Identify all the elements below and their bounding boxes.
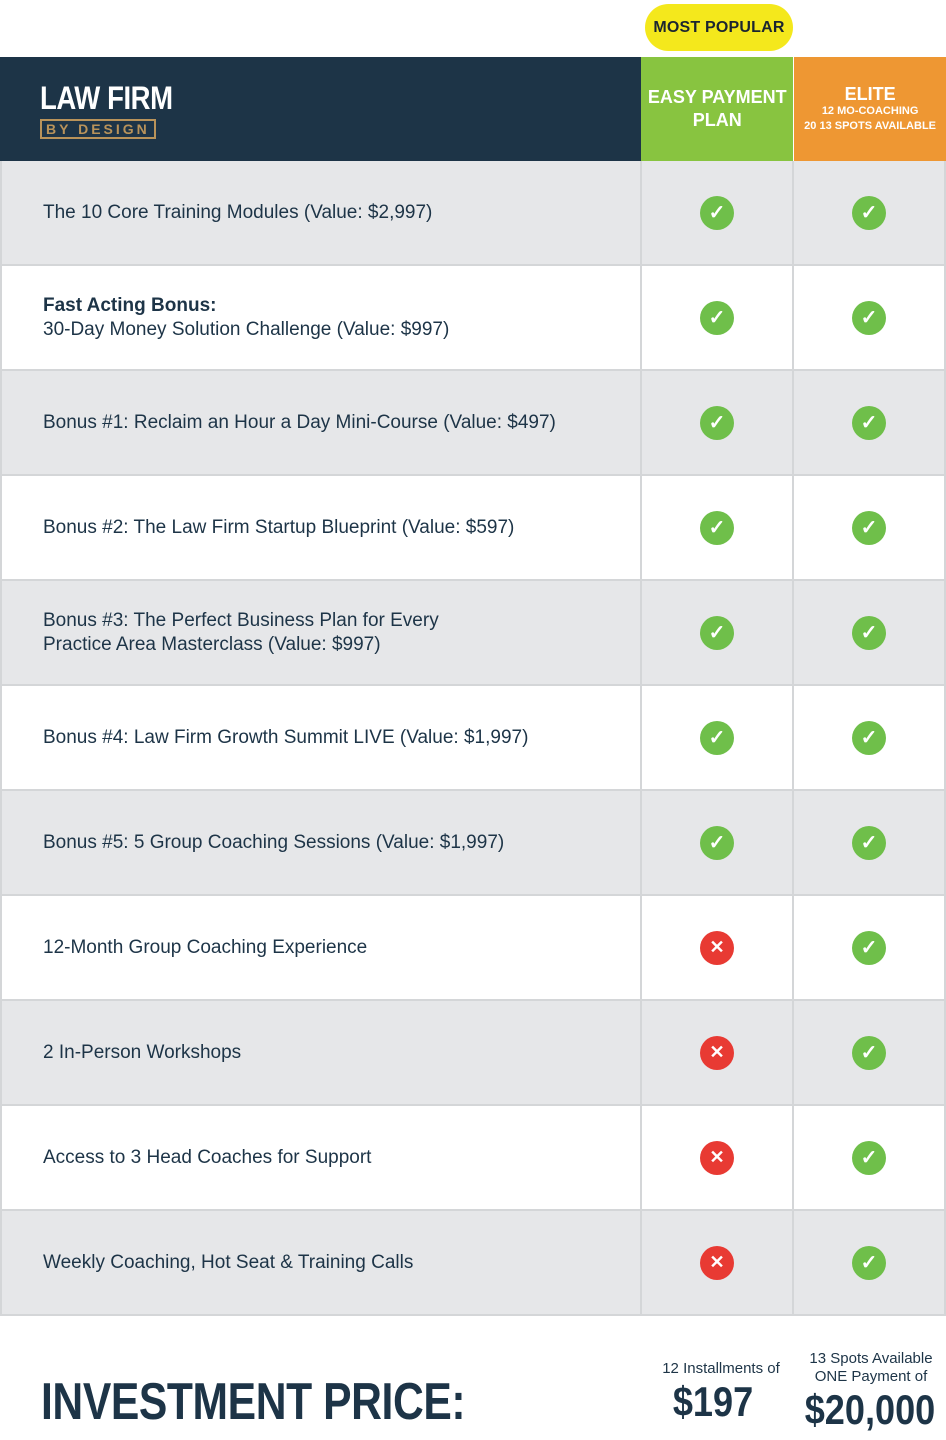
checkmark-icon: ✓ <box>852 511 886 545</box>
feature-label <box>0 476 642 579</box>
logo-main-text: LAW FIRM <box>40 80 173 116</box>
feature-label <box>0 1211 642 1314</box>
feature-label <box>0 161 642 264</box>
table-row <box>0 371 946 476</box>
elite-plan-cell <box>794 686 946 789</box>
table-row <box>0 161 946 266</box>
checkmark-icon: ✓ <box>700 301 734 335</box>
checkmark-icon: ✓ <box>852 301 886 335</box>
elite-plan-cell <box>794 791 946 894</box>
easy-plan-cell <box>642 1001 794 1104</box>
checkmark-icon: ✓ <box>700 196 734 230</box>
feature-label <box>0 791 642 894</box>
elite-spots-label: 13 Spots Available <box>809 1350 933 1367</box>
easy-plan-cell <box>642 581 794 684</box>
table-row <box>0 1211 946 1316</box>
most-popular-badge: MOST POPULAR <box>645 4 793 51</box>
feature-bold-label: Fast Acting Bonus: <box>43 294 217 316</box>
feature-label <box>0 1001 642 1104</box>
cross-icon: ✕ <box>700 1246 734 1280</box>
plan-header-easy-payment <box>641 57 794 161</box>
feature-text: The 10 Core Training Modules (Value: $2,997) <box>43 201 433 223</box>
easy-plan-cell <box>642 1106 794 1209</box>
plan-elite-line1: 12 MO-COACHING <box>821 105 919 117</box>
checkmark-icon: ✓ <box>852 721 886 755</box>
elite-plan-cell <box>794 1001 946 1104</box>
checkmark-icon: ✓ <box>852 826 886 860</box>
easy-plan-cell <box>642 791 794 894</box>
easy-plan-cell <box>642 476 794 579</box>
plan-header-elite <box>794 57 946 161</box>
feature-label <box>0 581 642 684</box>
comparison-header <box>0 57 946 161</box>
checkmark-icon: ✓ <box>852 406 886 440</box>
checkmark-icon: ✓ <box>852 1246 886 1280</box>
feature-label <box>0 686 642 789</box>
feature-label <box>0 371 642 474</box>
elite-plan-cell <box>794 476 946 579</box>
feature-text: 30-Day Money Solution Challenge (Value: $997) <box>43 318 450 340</box>
checkmark-icon: ✓ <box>852 931 886 965</box>
feature-text: Access to 3 Head Coaches for Support <box>43 1146 372 1168</box>
feature-label <box>0 896 642 999</box>
feature-label <box>0 1106 642 1209</box>
elite-plan-cell <box>794 161 946 264</box>
plan-elite-line2: 20 13 SPOTS AVAILABLE <box>804 120 936 132</box>
elite-price-amount: $20,000 <box>804 1386 936 1433</box>
feature-text: 12-Month Group Coaching Experience <box>43 936 368 958</box>
feature-text: Bonus #1: Reclaim an Hour a Day Mini-Course (Value: $497) <box>43 411 556 433</box>
easy-plan-cell <box>642 896 794 999</box>
table-row <box>0 686 946 791</box>
table-row <box>0 791 946 896</box>
easy-plan-cell <box>642 161 794 264</box>
easy-price-label: 12 Installments of <box>662 1360 780 1377</box>
feature-text: Bonus #2: The Law Firm Startup Blueprint (Value: $597) <box>43 516 515 538</box>
cross-icon: ✕ <box>700 931 734 965</box>
checkmark-icon: ✓ <box>852 1036 886 1070</box>
elite-price-label: ONE Payment of <box>814 1368 928 1385</box>
table-row <box>0 1106 946 1211</box>
feature-text: 2 In-Person Workshops <box>43 1041 242 1063</box>
feature-comparison-table <box>0 161 946 1316</box>
checkmark-icon: ✓ <box>852 1141 886 1175</box>
elite-plan-cell <box>794 896 946 999</box>
table-row <box>0 1001 946 1106</box>
elite-plan-cell <box>794 1211 946 1314</box>
plan-easy-line2: PLAN <box>692 110 742 130</box>
feature-label <box>0 266 642 369</box>
elite-plan-cell <box>794 371 946 474</box>
feature-text: Bonus #5: 5 Group Coaching Sessions (Value: $1,997) <box>43 831 505 853</box>
easy-plan-cell <box>642 266 794 369</box>
easy-price-amount: $197 <box>672 1378 754 1425</box>
easy-plan-cell <box>642 1211 794 1314</box>
feature-text: Weekly Coaching, Hot Seat & Training Calls <box>43 1251 414 1273</box>
investment-price-title: INVESTMENT PRICE: <box>41 1373 466 1431</box>
table-row <box>0 476 946 581</box>
checkmark-icon: ✓ <box>852 616 886 650</box>
easy-plan-cell <box>642 686 794 789</box>
checkmark-icon: ✓ <box>700 721 734 755</box>
feature-text: Bonus #4: Law Firm Growth Summit LIVE (Value: $1,997) <box>43 726 529 748</box>
cross-icon: ✕ <box>700 1141 734 1175</box>
checkmark-icon: ✓ <box>700 511 734 545</box>
logo-sub-text: BY DESIGN <box>40 119 156 139</box>
checkmark-icon: ✓ <box>700 826 734 860</box>
checkmark-icon: ✓ <box>852 196 886 230</box>
table-row <box>0 896 946 1001</box>
cross-icon: ✕ <box>700 1036 734 1070</box>
checkmark-icon: ✓ <box>700 616 734 650</box>
plan-easy-line1: EASY PAYMENT <box>647 87 787 107</box>
feature-text: Bonus #3: The Perfect Business Plan for Every <box>43 609 439 631</box>
feature-text-line2: Practice Area Masterclass (Value: $997) <box>43 633 381 655</box>
easy-plan-cell <box>642 371 794 474</box>
elite-plan-cell <box>794 1106 946 1209</box>
logo <box>0 57 641 161</box>
table-row <box>0 581 946 686</box>
plan-elite-name: ELITE <box>844 84 896 104</box>
table-row <box>0 266 946 371</box>
elite-plan-cell <box>794 581 946 684</box>
checkmark-icon: ✓ <box>700 406 734 440</box>
elite-plan-cell <box>794 266 946 369</box>
